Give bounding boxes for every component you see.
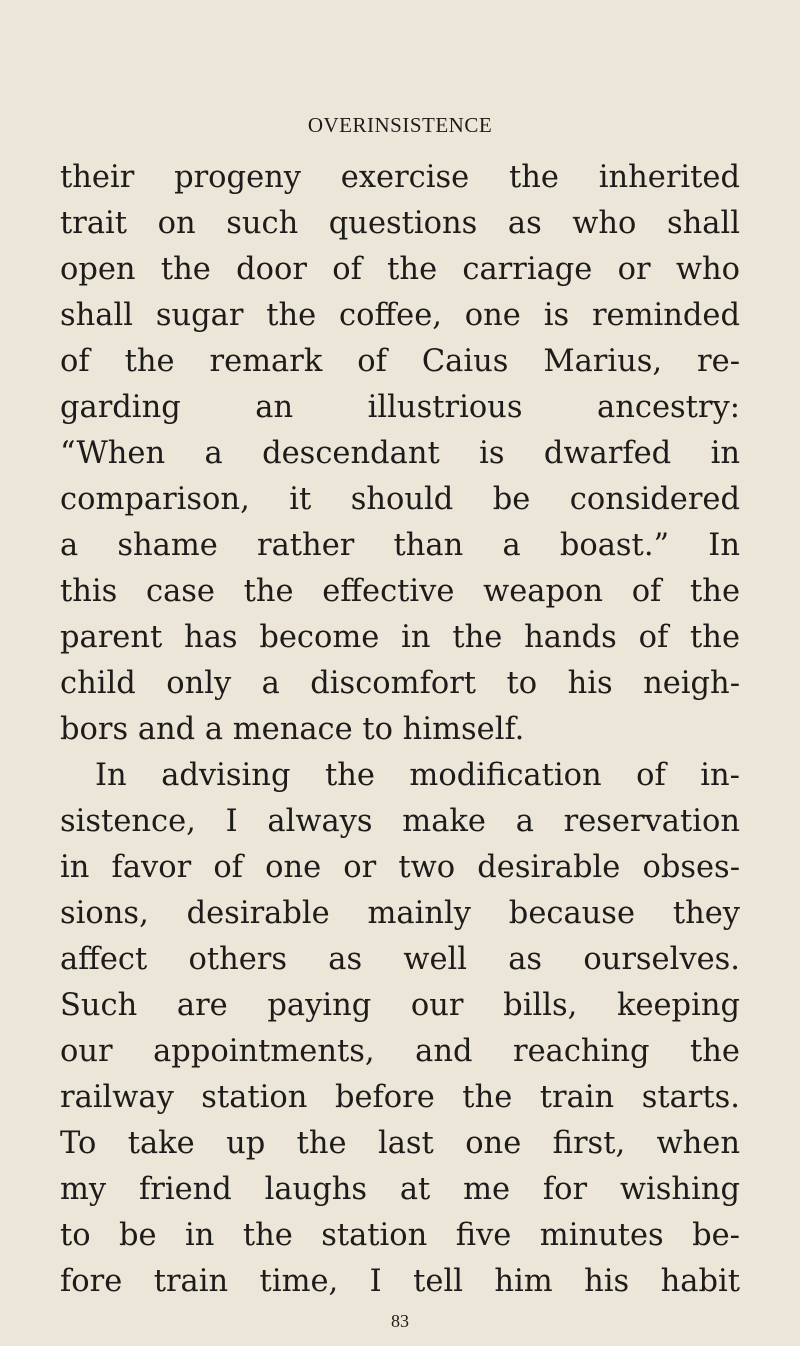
text-line: affect others as well as ourselves. — [60, 942, 740, 977]
text-line: to be in the station five minutes be- — [60, 1218, 740, 1253]
text-line: open the door of the carriage or who — [60, 252, 740, 287]
text-line: this case the effective weapon of the — [60, 574, 740, 609]
running-head: OVERINSISTENCE — [307, 113, 493, 137]
text-line: child only a discomfort to his neigh- — [60, 666, 740, 701]
text-line: railway station before the train starts. — [60, 1080, 740, 1115]
text-line: “When a descendant is dwarfed in — [60, 436, 740, 471]
text-line: trait on such questions as who shall — [60, 206, 740, 241]
text-line: sions, desirable mainly because they — [60, 896, 740, 931]
text-line: their progeny exercise the inherited — [60, 160, 740, 195]
text-line: shall sugar the coffee, one is reminded — [60, 298, 740, 333]
text-line: a shame rather than a boast.” In — [60, 528, 740, 563]
text-line: Such are paying our bills, keeping — [60, 988, 740, 1023]
text-line: sistence, I always make a reservation — [60, 804, 740, 839]
text-line: comparison, it should be considered — [60, 482, 740, 517]
text-line: parent has become in the hands of the — [60, 620, 740, 655]
paragraph-end-line: bors and a menace to himself. — [60, 712, 525, 747]
text-line: of the remark of Caius Marius, re- — [60, 344, 740, 379]
page-number: 83 — [391, 1311, 409, 1331]
text-line: fore train time, I tell him his habit — [60, 1264, 740, 1299]
body-text — [60, 155, 740, 1305]
text-line: our appointments, and reaching the — [60, 1034, 740, 1069]
text-line: my friend laughs at me for wishing — [60, 1172, 740, 1207]
text-line: To take up the last one first, when — [60, 1126, 740, 1161]
text-line: in favor of one or two desirable obses- — [60, 850, 740, 885]
text-line: garding an illustrious ancestry: — [60, 390, 740, 425]
paragraph-start-line: In advising the modification of in- — [95, 758, 740, 793]
